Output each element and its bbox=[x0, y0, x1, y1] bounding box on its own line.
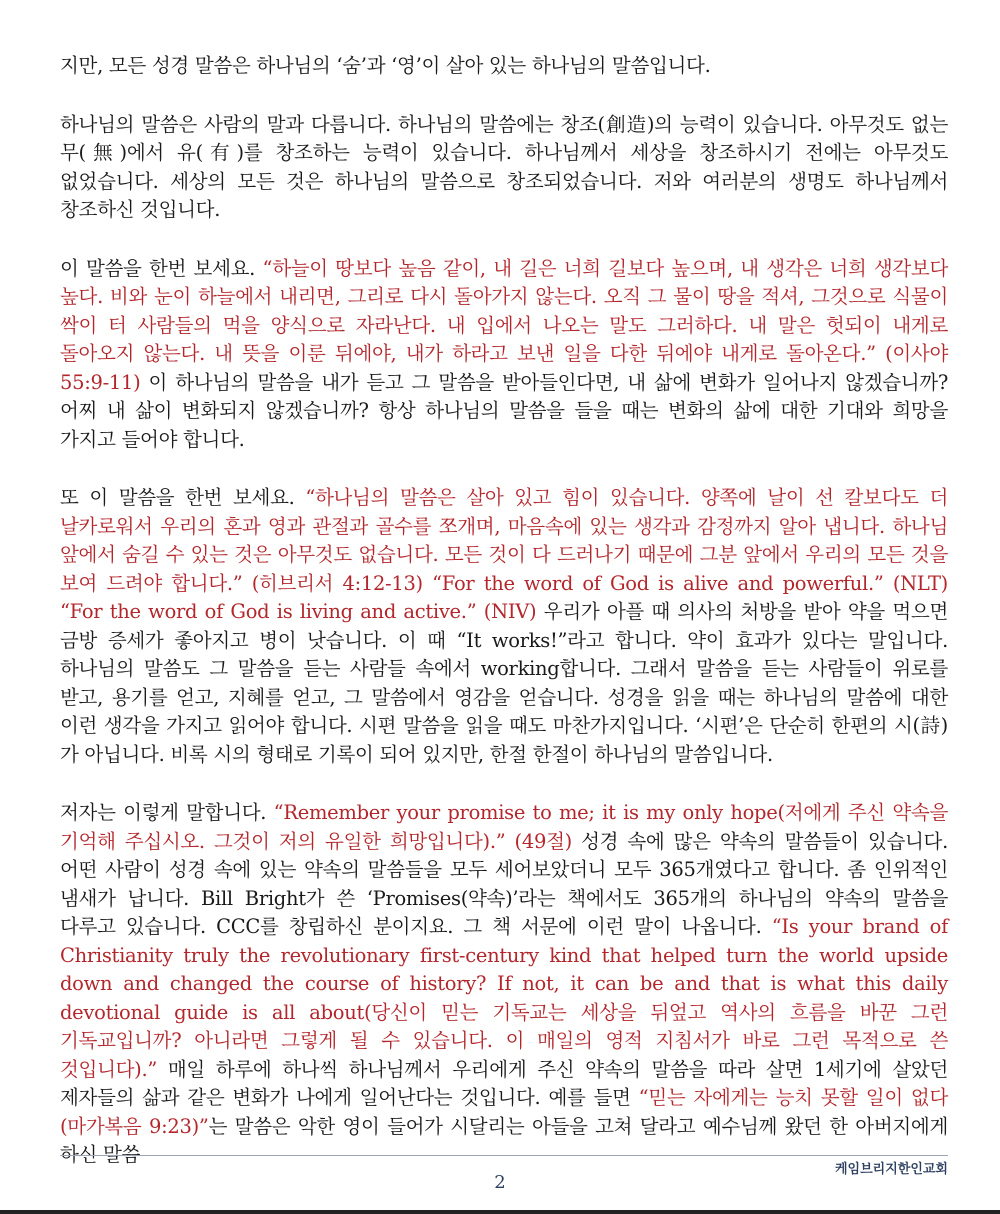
footer-divider bbox=[60, 1155, 948, 1156]
scripture-quote: “하늘이 땅보다 높음 같이, 내 길은 너희 길보다 높으며, 내 생각은 너희 생각보다 높다. 비와 눈이 하늘에서 내리면, 그리로 다시 돌아가지 않는다. 오직 그 물이 땅을 적셔, 그것으로 식물이 싹이 터 사람들의 먹을 양식으로 자라난다. 내 입에서 나오는 말도 그러하다. 내 말은 헛되이 내게로 돌아오지 않는다. 내 뜻을 이룬 뒤에야, 내가 하라고 보낸 일을 다한 뒤에야 내게로 돌아온다.” (이사야 55:9-11) bbox=[60, 256, 949, 394]
scripture-quote: “Is your brand of Christianity truly the revolutionary first-century kind that helped turn the world upside down and changed the course of history? If not, it can be and that is what this daily devotional guide is all about(당신이 믿는 기독교는 세상을 뒤엎고 역사의 흐름을 바꾼 그런 기독교입니까? 아니라면 그렇게 될 수 있습니다. 이 매일의 영적 지침서가 바로 그런 목적으로 쓴 것입니다).” bbox=[60, 915, 948, 1081]
paragraph bbox=[60, 255, 948, 455]
body-text: 우리가 아플 때 의사의 처방을 받아 약을 먹으면 금방 증세가 좋아지고 병이 낫습니다. 이 때 “It works!”라고 합니다. 약이 효과가 있다는 말입니다. 하나님의 말씀도 그 말씀을 듣는 사람들 속에서 working합니다. 그래서 말씀을 듣는 사람들이 위로를 받고, 용기를 얻고, 지혜를 얻고, 그 말씀에서 영감을 얻습니다. 성경을 읽을 때는 하나님의 말씀에 대한 이런 생각을 가지고 읽어야 합니다. 시편 말씀을 읽을 때도 마찬가지입니다. ‘시편’은 단순히 한편의 시(詩)가 아닙니다. 비록 시의 형태로 기록이 되어 있지만, 한절 한절이 하나님의 말씀입니다. bbox=[60, 600, 948, 766]
scripture-quote: “믿는 자에게는 능치 못할 일이 없다(마가복음 9:23)” bbox=[60, 1086, 948, 1138]
body-text: 저자는 이렇게 말합니다. bbox=[60, 801, 274, 824]
church-name: 케임브리지한인교회 bbox=[834, 1162, 948, 1177]
body-text: 지만, 모든 성경 말씀은 하나님의 ‘숨’과 ‘영’이 살아 있는 하나님의 말씀입니다. bbox=[60, 54, 711, 77]
paragraph bbox=[60, 52, 948, 81]
paragraph bbox=[60, 799, 948, 1170]
body-text: 또 이 말씀을 한번 보세요. bbox=[60, 486, 306, 509]
body-text: 성경 속에 많은 약속의 말씀들이 있습니다. 어떤 사람이 성경 속에 있는 약속의 말씀들을 모두 세어보았더니 모두 365개였다고 합니다. 좀 인위적인 냄새가 납니다. Bill Bright가 쓴 ‘Promises(약속)’라는 책에서도 365개의 하나님의 약속의 말씀을 다루고 있습니다. CCC를 창립하신 분이지요. 그 책 서문에 이런 말이 나옵니다. bbox=[60, 829, 948, 938]
body-text: 이 하나님의 말씀을 내가 듣고 그 말씀을 받아들인다면, 내 삶에 변화가 일어나지 않겠습니까? 어찌 내 삶이 변화되지 않겠습니까? 항상 하나님의 말씀을 들을 때는 변화의 삶에 대한 기대와 희망을 가지고 들어야 합니다. bbox=[60, 370, 948, 451]
body-text: 는 말씀은 악한 영이 들어가 시달리는 아들을 고쳐 달라고 예수님께 왔던 한 아버지에게 하신 말씀 bbox=[60, 1114, 948, 1166]
document-body bbox=[60, 52, 948, 1200]
scripture-quote: “Remember your promise to me; it is my only hope(저에게 주신 약속을 기억해 주십시오. 그것이 저의 유일한 희망입니다).” (49절) bbox=[60, 801, 948, 853]
body-text: 이 말씀을 한번 보세요. bbox=[60, 256, 263, 280]
page-number: 2 bbox=[494, 1172, 506, 1193]
paragraph bbox=[60, 111, 948, 225]
paragraph bbox=[60, 484, 948, 769]
scripture-quote: “하나님의 말씀은 살아 있고 힘이 있습니다. 양쪽에 날이 선 칼보다도 더 날카로워서 우리의 혼과 영과 관절과 골수를 쪼개며, 마음속에 있는 생각과 감정까지 알아 냅니다. 하나님 앞에서 숨길 수 있는 것은 아무것도 없습니다. 모든 것이 다 드러나기 때문에 그분 앞에서 우리의 모든 것을 보여 드려야 합니다.” (히브리서 4:12-13) “For the word of God is alive and powerful.” (NLT) “For the word of God is living and active.” (NIV) bbox=[60, 486, 948, 623]
body-text: 하나님의 말씀은 사람의 말과 다릅니다. 하나님의 말씀에는 창조(創造)의 능력이 있습니다. 아무것도 없는 무(無)에서 유(有)를 창조하는 능력이 있습니다. 하나님께서 세상을 창조하시기 전에는 아무것도 없었습니다. 세상의 모든 것은 하나님의 말씀으로 창조되었습니다. 저와 여러분의 생명도 하나님께서 창조하신 것입니다. bbox=[60, 112, 948, 221]
body-text: 매일 하루에 하나씩 하나님께서 우리에게 주신 약속의 말씀을 따라 살면 1세기에 살았던 제자들의 삶과 같은 변화가 나에게 일어난다는 것입니다. 예를 들면 bbox=[60, 1057, 948, 1109]
bottom-edge bbox=[0, 1210, 1000, 1214]
